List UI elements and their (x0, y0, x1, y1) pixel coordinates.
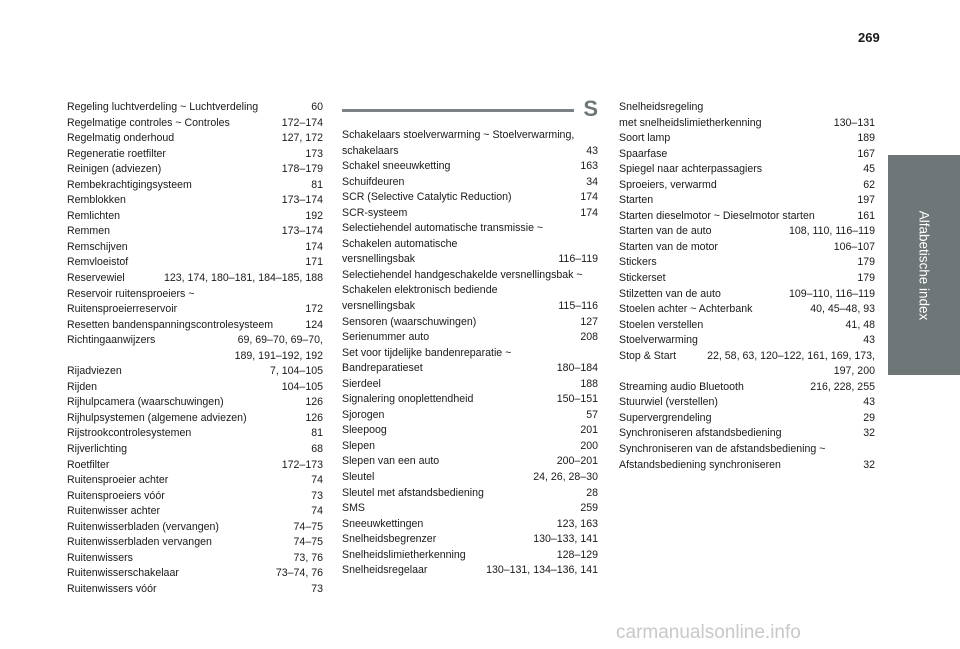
index-term: Stop & Start (619, 349, 677, 362)
index-entry (67, 566, 323, 582)
index-pages: 126 (305, 411, 323, 424)
index-term: Reservewiel (67, 272, 125, 285)
index-term: Roetfilter (67, 458, 110, 471)
index-pages: 174 (580, 206, 598, 219)
index-term: Regeneratie roetfilter (67, 147, 166, 160)
index-entry (67, 100, 323, 116)
section-header (342, 98, 598, 122)
index-term: Schakel sneeuwketting (342, 160, 451, 173)
index-term: Sleutel met afstandsbediening (342, 486, 484, 499)
index-pages: 179 (857, 272, 875, 285)
index-term: Reservoir ruitensproeiers ~ (67, 287, 195, 300)
index-pages: 41, 48 (845, 318, 875, 331)
index-column-2 (342, 128, 598, 579)
index-pages: 74 (311, 505, 323, 518)
index-pages: 116–119 (558, 253, 598, 266)
index-entry (619, 411, 875, 427)
index-pages: 73 (311, 489, 323, 502)
index-pages: 73 (311, 582, 323, 595)
index-pages: 178–179 (281, 163, 323, 176)
index-term: Regelmatige controles ~ Controles (67, 116, 230, 129)
index-entry (619, 333, 875, 349)
index-entry (342, 346, 598, 377)
index-entry (342, 563, 598, 579)
index-entry (67, 380, 323, 396)
page-number: 269 (858, 30, 880, 45)
index-term: versnellingsbak (342, 300, 416, 313)
index-entry (342, 439, 598, 455)
index-pages: 172–173 (281, 458, 323, 471)
index-pages: 163 (580, 160, 598, 173)
index-pages: 172 (305, 303, 323, 316)
index-entry (342, 128, 598, 159)
index-term: Snelheidsregelaar (342, 564, 428, 577)
index-entry (342, 408, 598, 424)
index-pages: 126 (305, 396, 323, 409)
index-pages: 74–75 (293, 536, 323, 549)
index-pages: 43 (863, 396, 875, 409)
side-tab-label: Alfabetische index (916, 210, 932, 320)
index-term: Schakelaars stoelverwarming ~ Stoelverwarming, (342, 129, 575, 141)
index-term: Serienummer auto (342, 331, 430, 344)
index-term: Starten van de motor (619, 240, 718, 253)
index-pages: 73, 76 (293, 551, 323, 564)
index-pages: 43 (586, 144, 598, 157)
index-entry (67, 426, 323, 442)
index-term: Rijstrookcontrolesystemen (67, 427, 192, 440)
index-term: Stoelen verstellen (619, 318, 704, 331)
index-term: Rijhulpcamera (waarschuwingen) (67, 396, 224, 409)
index-entry (67, 489, 323, 505)
index-pages: 28 (586, 486, 598, 499)
index-entry (342, 330, 598, 346)
index-term: versnellingsbak (342, 253, 416, 266)
index-pages: 201 (580, 424, 598, 437)
index-entry (619, 349, 875, 380)
watermark: carmanualsonline.info (616, 622, 801, 643)
index-pages: 200–201 (556, 455, 598, 468)
index-term: SCR-systeem (342, 206, 408, 219)
index-pages: 62 (863, 178, 875, 191)
index-pages: 130–133, 141 (533, 533, 598, 546)
index-pages: 43 (863, 334, 875, 347)
index-pages: 7, 104–105 (269, 365, 323, 378)
index-pages: 208 (580, 331, 598, 344)
index-term: Rijden (67, 380, 98, 393)
index-pages: 57 (586, 408, 598, 421)
index-term: Reinigen (adviezen) (67, 163, 162, 176)
index-entry (67, 458, 323, 474)
index-term: Sensoren (waarschuwingen) (342, 315, 477, 328)
index-term: Slepen (342, 439, 375, 452)
index-term: Rembekrachtigingsysteem (67, 178, 192, 191)
index-term: Signalering onoplettendheid (342, 393, 474, 406)
index-term: Richtingaanwijzers (67, 334, 156, 347)
index-pages: 130–131 (833, 116, 875, 129)
index-term: Snelheidsregeling (619, 101, 704, 113)
index-entry (619, 395, 875, 411)
index-entry (619, 178, 875, 194)
index-entry (67, 333, 323, 364)
index-term: Remlichten (67, 209, 120, 222)
index-entry (67, 535, 323, 551)
index-entry (67, 395, 323, 411)
index-term: SMS (342, 502, 365, 515)
index-term: Schakelen elektronisch bediende (342, 284, 498, 297)
index-entry (67, 271, 323, 287)
index-pages: 40, 45–48, 93 (810, 303, 875, 316)
index-entry (67, 520, 323, 536)
index-pages: 74 (311, 474, 323, 487)
index-entry (67, 473, 323, 489)
index-pages-continued: 189, 191–192, 192 (234, 349, 323, 362)
index-term: Stuurwiel (verstellen) (619, 396, 718, 409)
index-entry (619, 271, 875, 287)
index-term: Remmen (67, 225, 110, 238)
index-pages: 45 (863, 163, 875, 176)
index-pages: 130–131, 134–136, 141 (486, 564, 598, 577)
index-term: Snelheidslimietherkenning (342, 548, 466, 561)
index-entry (619, 240, 875, 256)
index-term: Supervergrendeling (619, 411, 712, 424)
index-entry (619, 100, 875, 131)
index-term: Synchroniseren van de afstandsbediening ~ (619, 443, 826, 456)
index-term: Sleepoog (342, 424, 387, 437)
index-term: Stoelverwarming (619, 334, 698, 347)
index-term: Schakelen automatische (342, 237, 458, 250)
index-term: Bandreparatieset (342, 362, 423, 375)
index-entry (342, 315, 598, 331)
index-term: Regeling luchtverdeling ~ Luchtverdeling (67, 101, 259, 113)
index-pages: 29 (863, 411, 875, 424)
index-pages: 115–116 (558, 300, 598, 313)
index-pages: 81 (311, 427, 323, 440)
index-term: Slepen van een auto (342, 455, 440, 468)
index-pages: 172–174 (281, 116, 323, 129)
index-pages: 32 (863, 458, 875, 471)
index-term: Spaarfase (619, 147, 668, 160)
index-pages: 259 (580, 502, 598, 515)
index-entry (342, 454, 598, 470)
index-pages: 108, 110, 116–119 (788, 225, 875, 238)
index-entry (342, 221, 598, 268)
index-pages: 179 (857, 256, 875, 269)
index-pages: 69, 69–70, 69–70, (237, 334, 323, 347)
section-rule (342, 109, 574, 112)
index-term: Sleutel (342, 471, 375, 484)
index-entry (67, 209, 323, 225)
index-term: Streaming audio Bluetooth (619, 380, 744, 393)
index-entry (67, 178, 323, 194)
index-pages: 106–107 (833, 240, 875, 253)
index-entry (342, 377, 598, 393)
index-pages: 216, 228, 255 (810, 380, 875, 393)
index-pages: 174 (305, 240, 323, 253)
index-pages: 81 (311, 178, 323, 191)
index-entry (67, 116, 323, 132)
index-entry (619, 302, 875, 318)
index-pages: 161 (857, 209, 875, 222)
index-term: Stilzetten van de auto (619, 287, 721, 300)
index-term: Starten van de auto (619, 225, 712, 238)
index-term: Schuifdeuren (342, 175, 405, 188)
index-entry (67, 364, 323, 380)
index-pages: 60 (311, 101, 323, 113)
index-term: Snelheidsbegrenzer (342, 533, 437, 546)
index-pages: 24, 26, 28–30 (533, 471, 598, 484)
section-letter: S (583, 96, 598, 121)
index-entry (342, 175, 598, 191)
index-term: Ruitensproeierreservoir (67, 303, 178, 316)
index-pages: 123, 163 (556, 517, 598, 530)
index-entry (342, 532, 598, 548)
index-term: Ruitenwisser achter (67, 505, 161, 518)
index-term: Starten (619, 194, 654, 207)
index-pages: 127 (580, 315, 598, 328)
index-pages: 174 (580, 191, 598, 204)
index-entry (342, 548, 598, 564)
index-pages: 192 (305, 209, 323, 222)
index-pages: 74–75 (293, 520, 323, 533)
index-pages: 68 (311, 443, 323, 456)
index-pages: 189 (857, 132, 875, 145)
index-term: Soort lamp (619, 132, 671, 145)
index-term: Stoelen achter ~ Achterbank (619, 303, 753, 316)
index-entry (67, 551, 323, 567)
index-term: Stickerset (619, 272, 666, 285)
index-term: Regelmatig onderhoud (67, 132, 175, 145)
index-entry (342, 470, 598, 486)
index-entry (619, 318, 875, 334)
index-term: Spiegel naar achterpassagiers (619, 163, 763, 176)
index-entry (67, 255, 323, 271)
index-pages: 188 (580, 377, 598, 390)
index-pages: 173–174 (281, 194, 323, 207)
index-pages: 173 (305, 147, 323, 160)
index-entry (67, 240, 323, 256)
index-pages: 171 (305, 256, 323, 269)
index-entry (67, 442, 323, 458)
index-term: SCR (Selective Catalytic Reduction) (342, 191, 512, 204)
index-term: Stickers (619, 256, 657, 269)
index-entry (619, 131, 875, 147)
index-term: Afstandsbediening synchroniseren (619, 458, 781, 471)
index-entry (342, 206, 598, 222)
index-pages: 127, 172 (281, 132, 323, 145)
index-entry (342, 268, 598, 315)
index-term: Rijverlichting (67, 443, 128, 456)
index-pages: 150–151 (556, 393, 598, 406)
index-term: Ruitenwisserbladen vervangen (67, 536, 212, 549)
index-term: Sproeiers, verwarmd (619, 178, 717, 191)
index-term: Ruitenwisserbladen (vervangen) (67, 520, 219, 533)
index-entry (67, 411, 323, 427)
index-entry (342, 159, 598, 175)
index-term: Selectiehendel automatische transmissie ~ (342, 222, 544, 235)
index-entry (342, 423, 598, 439)
index-entry (619, 380, 875, 396)
index-entry (342, 486, 598, 502)
index-pages: 109–110, 116–119 (788, 287, 875, 300)
index-entry (619, 442, 875, 473)
index-entry (619, 147, 875, 163)
index-term: Resetten bandenspanningscontrolesysteem (67, 318, 274, 331)
index-entry (342, 501, 598, 517)
index-term: Remschijven (67, 240, 128, 253)
index-term: Rijhulpsystemen (algemene adviezen) (67, 411, 247, 424)
index-term: met snelheidslimietherkenning (619, 116, 762, 129)
index-term: Set voor tijdelijke bandenreparatie ~ (342, 346, 512, 359)
index-entry (619, 255, 875, 271)
index-term: Ruitenwissers vóór (67, 582, 157, 595)
index-entry (619, 426, 875, 442)
index-term: Rijadviezen (67, 365, 122, 378)
index-entry (67, 582, 323, 598)
index-pages: 73–74, 76 (275, 567, 323, 580)
index-entry (342, 190, 598, 206)
index-entry (67, 162, 323, 178)
index-term: Remvloeistof (67, 256, 129, 269)
index-entry (67, 193, 323, 209)
index-entry (619, 162, 875, 178)
index-term: Ruitensproeiers vóór (67, 489, 165, 502)
index-entry (342, 392, 598, 408)
index-column-1 (67, 100, 323, 598)
index-term: Ruitenwissers (67, 551, 133, 564)
index-entry (342, 517, 598, 533)
index-pages-continued: 197, 200 (833, 365, 875, 378)
index-term: Selectiehendel handgeschakelde versnellingsbak ~ (342, 268, 583, 281)
index-term: Sneeuwkettingen (342, 517, 424, 530)
index-pages: 200 (580, 439, 598, 452)
index-term: Starten dieselmotor ~ Dieselmotor starten (619, 209, 815, 222)
index-entry (67, 318, 323, 334)
index-pages: 197 (857, 194, 875, 207)
index-pages: 173–174 (281, 225, 323, 238)
index-pages: 104–105 (281, 380, 323, 393)
index-term: schakelaars (342, 144, 399, 157)
index-term: Remblokken (67, 194, 126, 207)
index-term: Sjorogen (342, 408, 385, 421)
index-term: Sierdeel (342, 377, 381, 390)
index-entry (619, 224, 875, 240)
index-pages: 22, 58, 63, 120–122, 161, 169, 173, (707, 349, 875, 362)
index-term: Ruitenwisserschakelaar (67, 567, 179, 580)
index-entry (67, 287, 323, 318)
index-entry (67, 504, 323, 520)
index-entry (67, 147, 323, 163)
index-pages: 167 (857, 147, 875, 160)
index-pages: 128–129 (556, 548, 598, 561)
side-tab (888, 155, 960, 375)
index-column-3 (619, 100, 875, 473)
index-pages: 124 (305, 318, 323, 331)
index-term: Ruitensproeier achter (67, 474, 169, 487)
index-entry (67, 224, 323, 240)
index-entry (619, 209, 875, 225)
index-pages: 123, 174, 180–181, 184–185, 188 (163, 272, 323, 285)
index-entry (67, 131, 323, 147)
index-pages: 34 (586, 175, 598, 188)
index-pages: 32 (863, 427, 875, 440)
index-entry (619, 193, 875, 209)
index-entry (619, 287, 875, 303)
index-term: Synchroniseren afstandsbediening (619, 427, 782, 440)
index-pages: 180–184 (556, 362, 598, 375)
